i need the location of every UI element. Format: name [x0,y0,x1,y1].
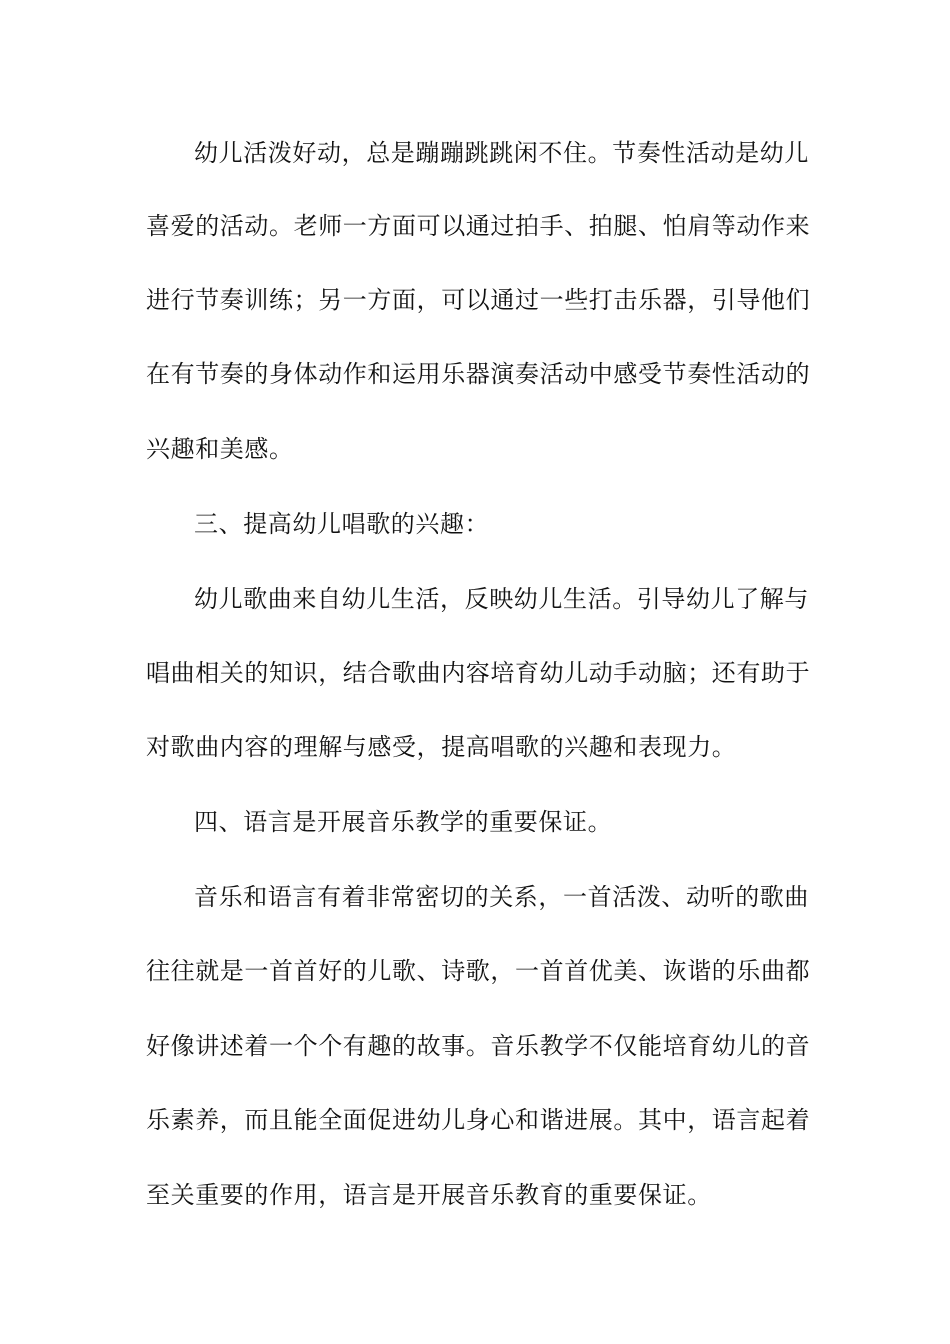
paragraph-2-line-1: 幼儿歌曲来自幼儿生活，反映幼儿生活。引导幼儿了解与 [194,585,809,613]
paragraph-3-line-3: 好像讲述着一个个有趣的故事。音乐教学不仅能培育幼儿的音 [146,1032,811,1060]
paragraph-3-line-2: 往往就是一首首好的儿歌、诗歌，一首首优美、诙谐的乐曲都 [146,957,811,985]
paragraph-1-line-3: 进行节奏训练；另一方面，可以通过一些打击乐器，引导他们 [146,286,811,314]
section-heading-4: 四、语言是开展音乐教学的重要保证。 [194,808,613,836]
paragraph-1-line-2: 喜爱的活动。老师一方面可以通过拍手、拍腿、怕肩等动作来 [146,212,811,240]
paragraph-3-line-4: 乐素养，而且能全面促进幼儿身心和谐进展。其中，语言起着 [146,1106,811,1134]
section-heading-3: 三、提高幼儿唱歌的兴趣： [194,510,490,538]
paragraph-2-line-3: 对歌曲内容的理解与感受，提高唱歌的兴趣和表现力。 [146,733,737,761]
paragraph-2-line-2: 唱曲相关的知识，结合歌曲内容培育幼儿动手动脑；还有助于 [146,659,811,687]
paragraph-1-line-4: 在有节奏的身体动作和运用乐器演奏活动中感受节奏性活动的 [146,360,811,388]
paragraph-1-line-1: 幼儿活泼好动，总是蹦蹦跳跳闲不住。节奏性活动是幼儿 [194,139,809,167]
paragraph-3-line-5: 至关重要的作用，语言是开展音乐教育的重要保证。 [146,1181,712,1209]
paragraph-1-line-5: 兴趣和美感。 [146,435,294,463]
paragraph-3-line-1: 音乐和语言有着非常密切的关系，一首活泼、动听的歌曲 [194,883,809,911]
